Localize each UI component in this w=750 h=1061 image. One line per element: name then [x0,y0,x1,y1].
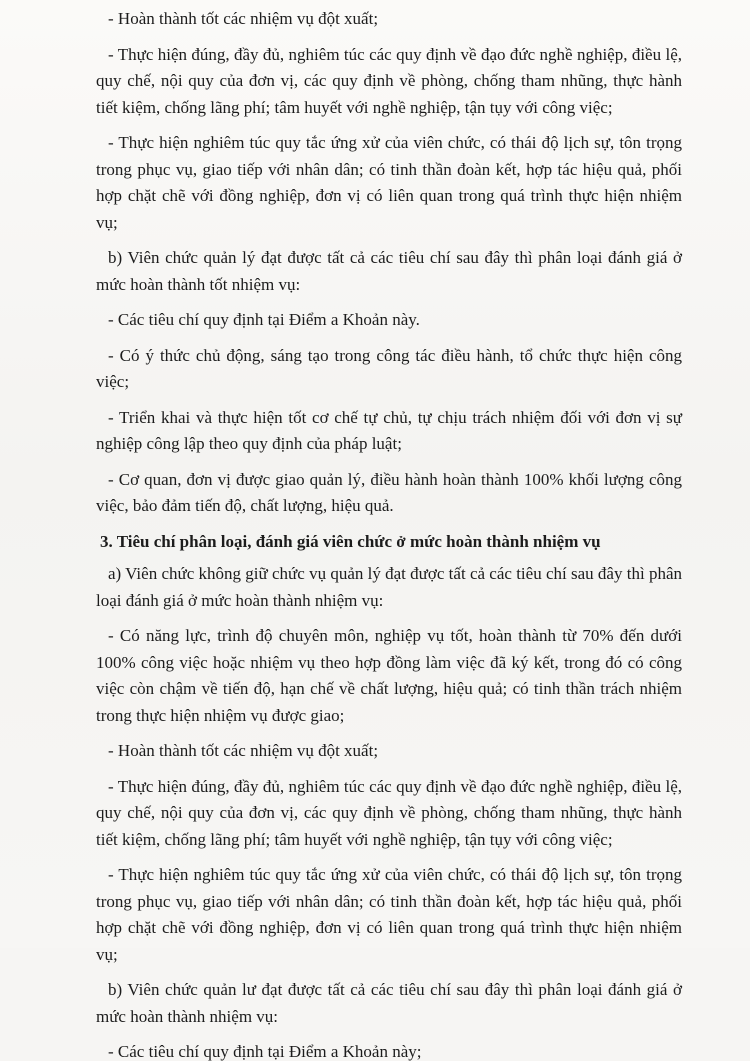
paragraph: - Thực hiện đúng, đầy đủ, nghiêm túc các quy định về đạo đức nghề nghiệp, điều lệ, quy chế, nội quy của đơn vị, các quy định về phòng, chống tham nhũng, thực hành tiết kiệm, chống lãng phí; tâm huyết với nghề nghiệp, tận tụy với công việc; [96,44,682,117]
paragraph: - Thực hiện nghiêm túc quy tắc ứng xử của viên chức, có thái độ lịch sự, tôn trọng trong phục vụ, giao tiếp với nhân dân; có tinh thần đoàn kết, hợp tác hiệu quả, phối hợp chặt chẽ với đồng nghiệp, đơn vị có liên quan trong quá trình thực hiện nhiệm vụ; [96,133,682,232]
paragraph: - Hoàn thành tốt các nhiệm vụ đột xuất; [108,9,379,28]
section-heading: 3. Tiêu chí phân loại, đánh giá viên chức ở mức hoàn thành nhiệm vụ [100,531,601,551]
paragraph: - Thực hiện đúng, đầy đủ, nghiêm túc các quy định về đạo đức nghề nghiệp, điều lệ, quy chế, nội quy của đơn vị, các quy định về phòng, chống tham nhũng, thực hành tiết kiệm, chống lãng phí; tâm huyết với nghề nghiệp, tận tụy với công việc; [96,776,682,849]
paragraph: - Cơ quan, đơn vị được giao quản lý, điều hành hoàn thành 100% khối lượng công việc, bảo đảm tiến độ, chất lượng, hiệu quả. [96,469,682,515]
paragraph: - Thực hiện nghiêm túc quy tắc ứng xử của viên chức, có thái độ lịch sự, tôn trọng trong phục vụ, giao tiếp với nhân dân; có tinh thần đoàn kết, hợp tác hiệu quả, phối hợp chặt chẽ với đồng nghiệp, đơn vị có liên quan trong quá trình thực hiện nhiệm vụ; [96,865,682,964]
paragraph: - Hoàn thành tốt các nhiệm vụ đột xuất; [108,741,379,760]
paragraph: - Có ý thức chủ động, sáng tạo trong công tác điều hành, tổ chức thực hiện công việc; [96,345,682,391]
paragraph: a) Viên chức không giữ chức vụ quản lý đạt được tất cả các tiêu chí sau đây thì phân loại đánh giá ở mức hoàn thành nhiệm vụ: [96,564,682,610]
paragraph: - Triển khai và thực hiện tốt cơ chế tự chủ, tự chịu trách nhiệm đối với đơn vị sự nghiệp công lập theo quy định của pháp luật; [96,407,682,453]
paragraph: - Các tiêu chí quy định tại Điểm a Khoản này; [108,1042,422,1061]
paragraph: - Các tiêu chí quy định tại Điểm a Khoản này. [108,310,420,329]
paragraph: - Có năng lực, trình độ chuyên môn, nghiệp vụ tốt, hoàn thành từ 70% đến dưới 100% công việc hoặc nhiệm vụ theo hợp đồng làm việc đã ký kết, trong đó có công việc còn chậm về tiến độ, hạn chế về chất lượng, hiệu quả; có tinh thần trách nhiệm trong thực hiện nhiệm vụ được giao; [96,626,682,725]
paragraph: b) Viên chức quản lý đạt được tất cả các tiêu chí sau đây thì phân loại đánh giá ở mức hoàn thành tốt nhiệm vụ: [96,248,682,294]
document-body [96,6,682,1061]
paragraph: b) Viên chức quản lư đạt được tất cả các tiêu chí sau đây thì phân loại đánh giá ở mức hoàn thành nhiệm vụ: [96,980,682,1026]
